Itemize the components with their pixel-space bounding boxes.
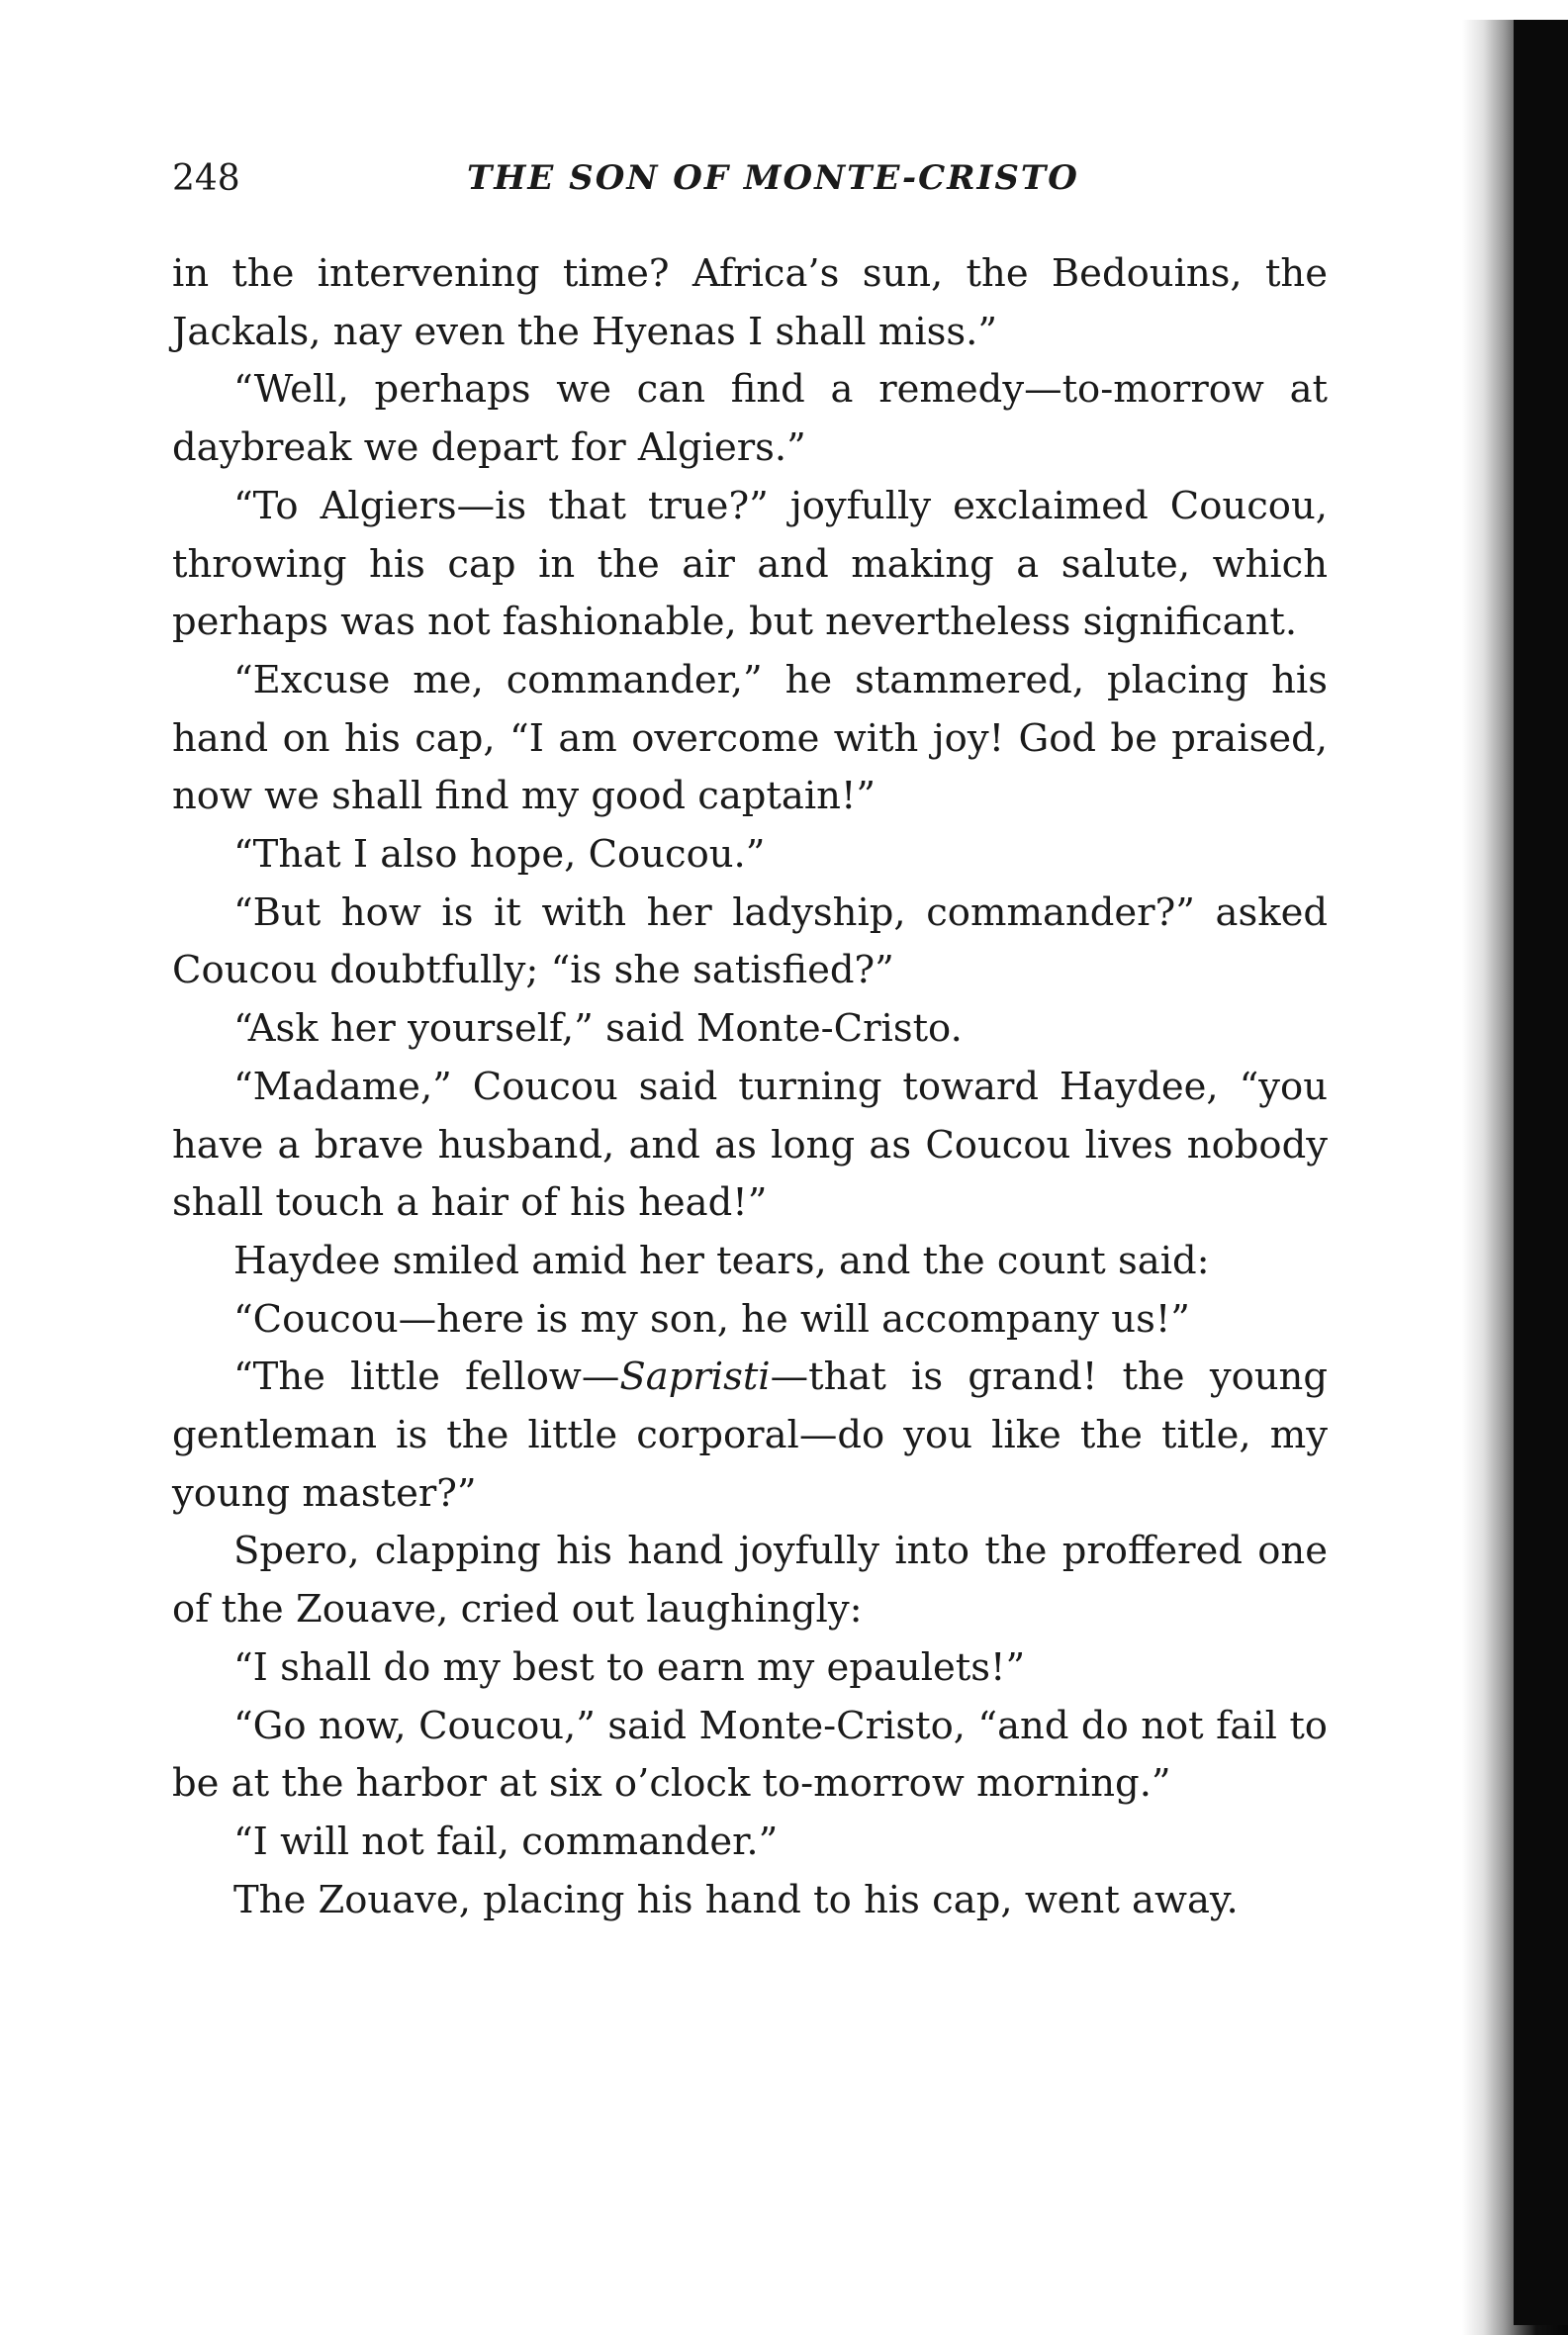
paragraph: Spero, clapping his hand joyfully into the proffered one of the Zouave, cried out laughingly: — [172, 1529, 1328, 1633]
paragraph: The Zouave, placing his hand to his cap, went away. — [233, 1877, 1239, 1922]
body-text — [172, 245, 1328, 1929]
paragraph: “Madame,” Coucou said turning toward Haydee, “you have a brave husband, and as long as Coucou lives nobody shall touch a hair of his head!” — [172, 1064, 1328, 1226]
page-header — [172, 158, 1330, 218]
paragraph: “To Algiers—is that true?” joyfully exclaimed Coucou, throwing his cap in the air and making a salute, which perhaps was not fashionable, but nevertheless significant. — [172, 483, 1328, 645]
paragraph: “That I also hope, Coucou.” — [233, 832, 766, 878]
paragraph-text: —that is grand! the young gentleman is the little corporal—do you like the title, my young master?” — [172, 1354, 1328, 1516]
paragraph: “Ask her yourself,” said Monte-Cristo. — [233, 1006, 963, 1052]
paragraph: “Well, perhaps we can find a remedy—to-morrow at daybreak we depart for Algiers.” — [172, 367, 1328, 471]
paragraph: “Excuse me, commander,” he stammered, placing his hand on his cap, “I am overcome with joy! God be praised, now we shall find my good captain!” — [172, 657, 1328, 819]
paragraph: “I shall do my best to earn my epaulets!” — [233, 1644, 1026, 1690]
paragraph: “Go now, Coucou,” said Monte-Cristo, “and do not fail to be at the harbor at six o’clock to-morrow morning.” — [172, 1703, 1328, 1807]
binding-edge — [1514, 20, 1568, 2325]
paragraph: in the intervening time? Africa’s sun, the Bedouins, the Jackals, nay even the Hyenas I shall miss.” — [172, 251, 1328, 354]
paragraph: “Coucou—here is my son, he will accompany us!” — [233, 1296, 1190, 1342]
page-number: 248 — [172, 158, 240, 199]
paragraph: Haydee smiled amid her tears, and the count said: — [233, 1238, 1210, 1283]
paragraph-text: “The little fellow— — [233, 1354, 620, 1400]
paragraph — [172, 1349, 1328, 1523]
paragraph: “I will not fail, commander.” — [233, 1819, 779, 1864]
running-title: THE SON OF MONTE-CRISTO — [467, 158, 1079, 198]
italic-exclamation: Sapristi — [619, 1354, 771, 1400]
paragraph: “But how is it with her ladyship, commander?” asked Coucou doubtfully; “is she satisfied?” — [172, 889, 1328, 993]
